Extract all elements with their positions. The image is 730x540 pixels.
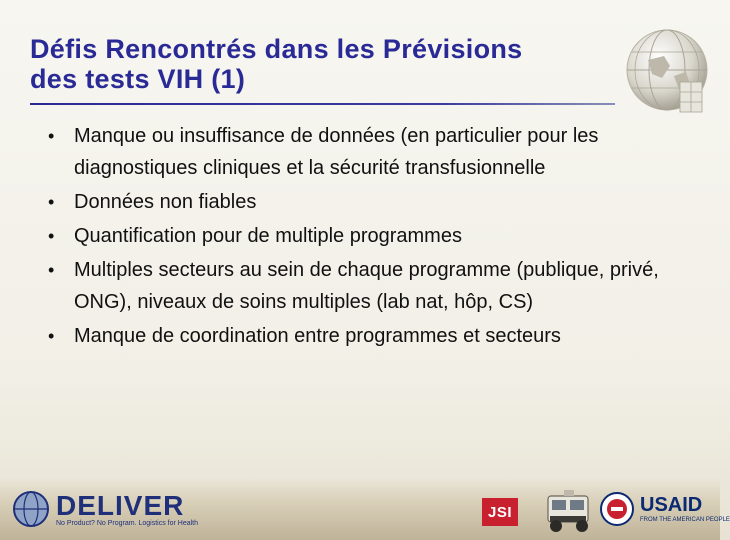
deliver-logo <box>12 488 199 532</box>
globe-icon <box>624 26 710 122</box>
bullet-marker: • <box>48 126 55 146</box>
bullet-text: Données non fiables <box>74 191 257 213</box>
bullet-text: Multiples secteurs au sein de chaque programme (publique, privé, ONG), niveaux de soins multiples (lab nat, hôp, CS) <box>74 259 659 313</box>
bullet-text: Manque de coordination entre programmes et secteurs <box>74 325 561 347</box>
title-divider <box>30 103 615 105</box>
usaid-seal-icon <box>600 492 634 526</box>
usaid-tagline: FROM THE AMERICAN PEOPLE <box>640 517 730 523</box>
deliver-tagline: No Product? No Program. Logistics for Health <box>56 520 199 527</box>
list-item <box>48 254 678 318</box>
list-item <box>48 220 678 252</box>
list-item <box>48 120 678 184</box>
title-line-1: Défis Rencontrés dans les Prévisions <box>30 34 523 64</box>
jsi-logo: JSI <box>482 498 518 526</box>
slide-title <box>30 34 670 94</box>
deliver-wordmark: DELIVER <box>56 490 185 521</box>
usaid-logo <box>600 490 730 530</box>
bullet-text: Quantification pour de multiple programmes <box>74 225 462 247</box>
bullet-marker: • <box>48 226 55 246</box>
list-item <box>48 186 678 218</box>
usaid-wordmark: USAID <box>640 494 703 516</box>
bullet-marker: • <box>48 260 55 280</box>
bullet-marker: • <box>48 326 55 346</box>
deliver-globe-icon <box>12 490 50 528</box>
footer-strip <box>0 478 730 540</box>
bullet-list <box>48 120 678 354</box>
truck-icon <box>540 482 600 538</box>
title-line-2: des tests VIH (1) <box>30 64 246 94</box>
bullet-text: Manque ou insuffisance de données (en particulier pour les diagnostiques cliniques et la sécurité transfusionnelle <box>74 125 599 179</box>
list-item <box>48 320 678 352</box>
bullet-marker: • <box>48 192 55 212</box>
